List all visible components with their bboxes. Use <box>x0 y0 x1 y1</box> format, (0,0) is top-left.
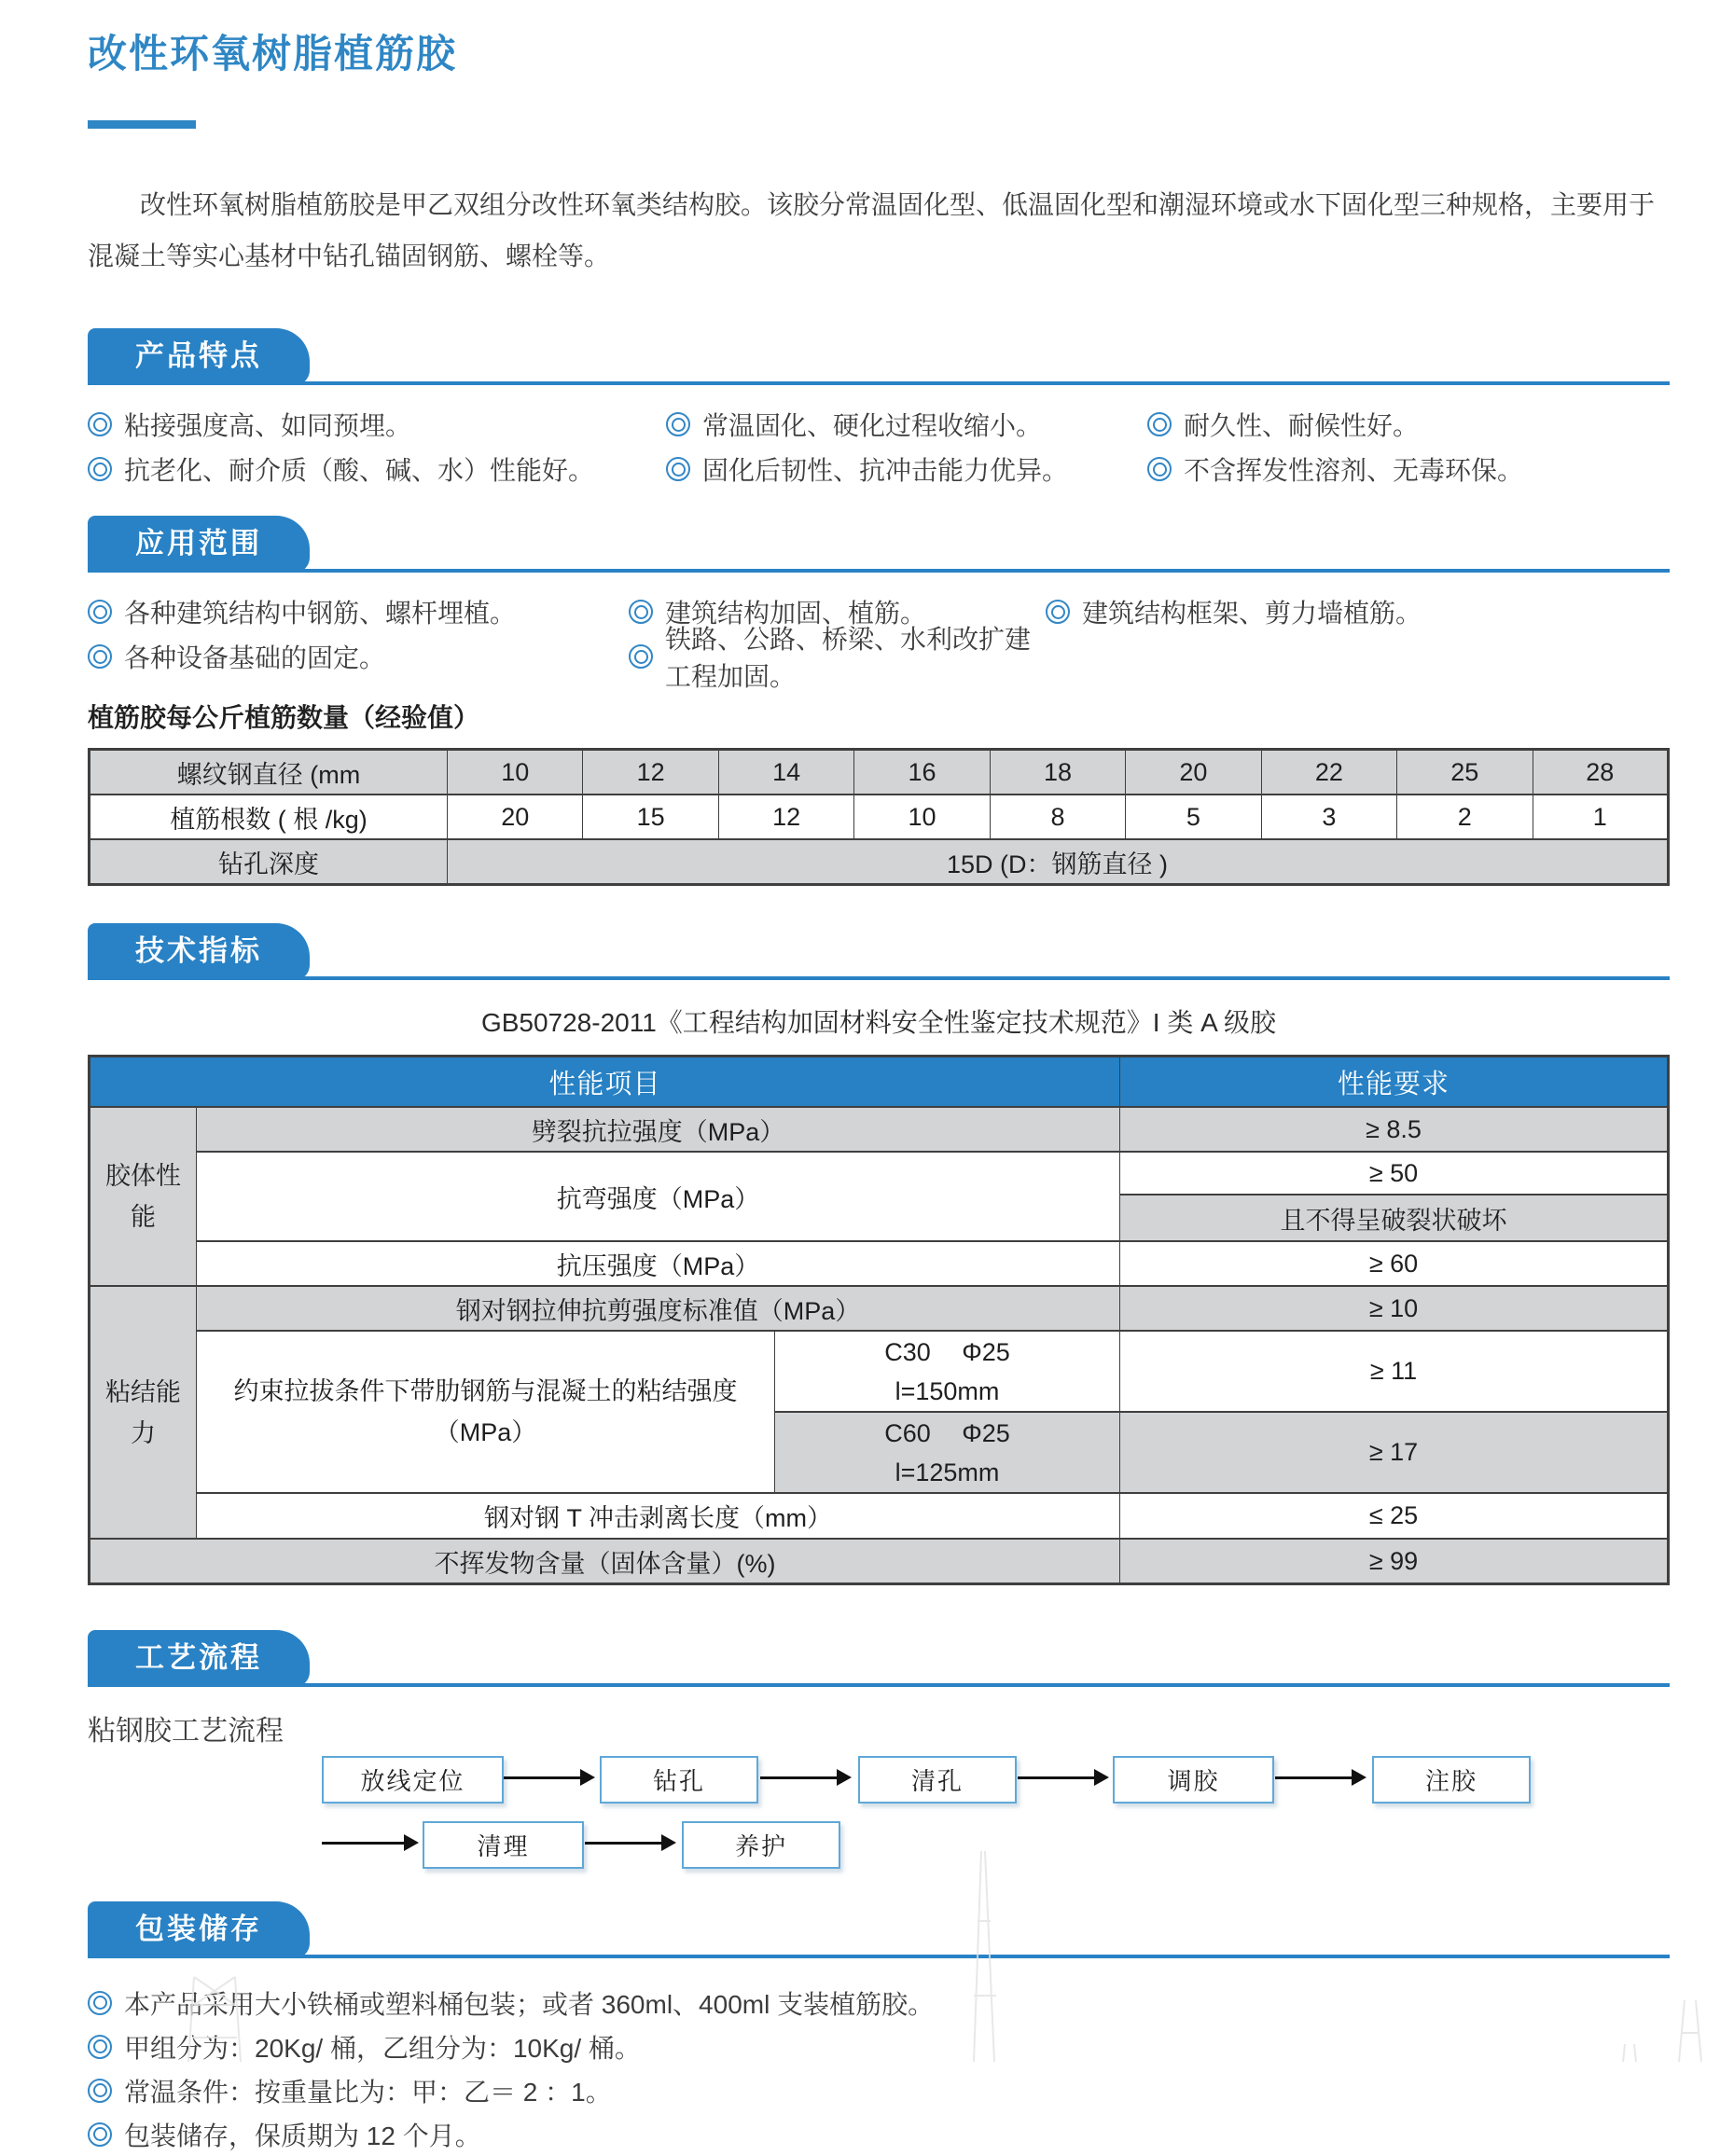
rebar-diameter: 28 <box>1533 750 1669 795</box>
application-item <box>88 589 629 634</box>
col-header-req: 性能要求 <box>1120 1057 1669 1108</box>
rebar-count: 2 <box>1397 795 1533 839</box>
table-row <box>90 1057 1669 1108</box>
packaging-text: 甲组分为：20Kg/ 桶，乙组分为：10Kg/ 桶。 <box>124 2033 641 2063</box>
application-text: 建筑结构框架、剪力墙植筋。 <box>1082 599 1422 628</box>
rebar-diameter: 16 <box>854 750 990 795</box>
flow-step-box: 清理 <box>423 1821 584 1869</box>
rebar-table-title: 植筋胶每公斤植筋数量（经验值） <box>88 703 480 732</box>
req-shear: ≥ 10 <box>1120 1286 1669 1331</box>
bond-c60-spec <box>775 1412 1120 1493</box>
packaging-item <box>88 2068 1670 2112</box>
bond-c30-length: l=150mm <box>895 1376 1000 1405</box>
flow-arrow-icon <box>760 1776 837 1779</box>
table-row <box>90 1241 1669 1286</box>
features-tab: 产品特点 <box>88 328 310 385</box>
table-row <box>90 1331 1669 1412</box>
bullet-icon <box>666 457 690 481</box>
flow-step-box: 调胶 <box>1113 1756 1274 1804</box>
rebar-count: 20 <box>448 795 583 839</box>
rebar-count-label: 植筋根数 ( 根 /kg) <box>90 795 448 839</box>
rebar-diameter: 20 <box>1126 750 1261 795</box>
title-underline-dash <box>88 120 196 129</box>
rebar-diameter: 22 <box>1261 750 1396 795</box>
req-bending-note: 且不得呈破裂状破坏 <box>1120 1195 1669 1241</box>
bullet-icon <box>1147 457 1172 481</box>
flow-step-box: 钻孔 <box>600 1756 758 1804</box>
rebar-count: 3 <box>1261 795 1396 839</box>
item-bond-strength: 约束拉拔条件下带肋钢筋与混凝土的粘结强度（MPa） <box>197 1331 775 1493</box>
rebar-count: 1 <box>1533 795 1669 839</box>
table-row <box>90 795 1669 839</box>
section-header-packaging <box>88 1901 1670 1958</box>
packaging-list <box>88 1981 1670 2156</box>
packaging-tab: 包装储存 <box>88 1901 310 1958</box>
rebar-count: 10 <box>854 795 990 839</box>
req-peel: ≤ 25 <box>1120 1493 1669 1539</box>
rebar-diameter: 12 <box>583 750 718 795</box>
feature-text: 抗老化、耐介质（酸、碱、水）性能好。 <box>124 456 595 485</box>
flow-arrow-icon <box>1275 1776 1352 1779</box>
bullet-icon <box>1147 412 1172 436</box>
packaging-item <box>88 1981 1670 2025</box>
feature-item <box>1147 447 1670 491</box>
bullet-icon <box>88 1991 112 2015</box>
group-label-bond: 粘结能力 <box>90 1286 197 1539</box>
bullet-icon <box>666 412 690 436</box>
flow-arrow-icon <box>322 1842 404 1845</box>
application-item <box>88 634 629 679</box>
rebar-count: 12 <box>718 795 853 839</box>
rebar-diameter-label: 螺纹钢直径 (mm <box>90 750 448 795</box>
feature-text: 粘接强度高、如同预埋。 <box>124 411 412 440</box>
packaging-item <box>88 2112 1670 2156</box>
table-row <box>90 839 1669 885</box>
feature-text: 常温固化、硬化过程收缩小。 <box>702 411 1043 440</box>
bullet-icon <box>88 457 112 481</box>
bullet-icon <box>88 412 112 436</box>
feature-text: 耐久性、耐候性好。 <box>1184 411 1420 440</box>
application-text: 铁路、公路、桥梁、水利改扩建工程加固。 <box>665 625 1032 691</box>
table-row <box>90 1286 1669 1331</box>
bullet-icon <box>88 2122 112 2147</box>
applications-tab: 应用范围 <box>88 516 310 573</box>
flow-arrow-icon <box>585 1842 661 1845</box>
process-subtitle: 粘钢胶工艺流程 <box>88 1716 284 1747</box>
rebar-count: 8 <box>990 795 1125 839</box>
item-shear: 钢对钢拉伸抗剪强度标准值（MPa） <box>197 1286 1120 1331</box>
flow-step-box: 清孔 <box>858 1756 1017 1804</box>
group-label-gel: 胶体性能 <box>90 1107 197 1286</box>
flow-arrow-icon <box>1018 1776 1094 1779</box>
table-row <box>90 1107 1669 1152</box>
bullet-icon <box>88 600 112 624</box>
rebar-diameter: 18 <box>990 750 1125 795</box>
rebar-diameter: 14 <box>718 750 853 795</box>
section-header-process <box>88 1630 1670 1687</box>
application-text: 建筑结构加固、植筋。 <box>665 599 927 628</box>
applications-list <box>88 589 1670 691</box>
item-compressive: 抗压强度（MPa） <box>197 1241 1120 1286</box>
rebar-count: 5 <box>1126 795 1261 839</box>
table-row <box>90 750 1669 795</box>
col-header-item: 性能项目 <box>90 1057 1120 1108</box>
rebar-quantity-table <box>88 748 1670 886</box>
flow-arrow-icon <box>504 1776 580 1779</box>
drill-depth-value: 15D (D：钢筋直径 ) <box>448 839 1669 885</box>
feature-item <box>88 447 666 491</box>
table-row <box>90 1152 1669 1195</box>
intro-paragraph: 改性环氧树脂植筋胶是甲乙双组分改性环氧类结构胶。该胶分常温固化型、低温固化型和潮湿环境或水下固化型三种规格，主要用于混凝土等实心基材中钻孔锚固钢筋、螺栓等。 <box>88 190 1656 270</box>
bullet-icon <box>629 644 653 669</box>
item-nonvolatile: 不挥发物含量（固体含量）(%) <box>90 1539 1120 1584</box>
bullet-icon <box>629 600 653 624</box>
rebar-diameter: 25 <box>1397 750 1533 795</box>
packaging-text: 本产品采用大小铁桶或塑料桶包装；或者 360ml、400ml 支装植筋胶。 <box>124 1989 935 2019</box>
tech-tab: 技术指标 <box>88 923 310 980</box>
section-header-tech <box>88 923 1670 980</box>
feature-text: 不含挥发性溶剂、无毒环保。 <box>1184 456 1524 485</box>
item-peel: 钢对钢 T 冲击剥离长度（mm） <box>197 1493 1120 1539</box>
features-list <box>88 402 1670 491</box>
feature-item <box>666 402 1147 447</box>
req-bond-c30: ≥ 11 <box>1120 1331 1669 1412</box>
rebar-diameter: 10 <box>448 750 583 795</box>
bond-c60-length: l=125mm <box>895 1458 1000 1486</box>
bullet-icon <box>1046 600 1070 624</box>
packaging-text: 包装储存，保质期为 12 个月。 <box>124 2121 481 2150</box>
standard-reference: GB50728-2011《工程结构加固材料安全性鉴定技术规范》I 类 A 级胶 <box>480 1008 1277 1037</box>
req-bending: ≥ 50 <box>1120 1152 1669 1195</box>
drill-depth-label: 钻孔深度 <box>90 839 448 885</box>
feature-text: 固化后韧性、抗冲击能力优异。 <box>702 456 1069 485</box>
tech-indicator-table <box>88 1055 1670 1585</box>
flow-step-box: 养护 <box>682 1821 840 1869</box>
packaging-text: 常温条件：按重量比为：甲：乙＝ 2 ：1。 <box>124 2077 612 2107</box>
feature-item <box>88 402 666 447</box>
bullet-icon <box>88 2035 112 2059</box>
application-text: 各种建筑结构中钢筋、螺杆埋植。 <box>124 599 517 628</box>
section-header-features <box>88 328 1670 385</box>
flow-step-box: 注胶 <box>1372 1756 1531 1804</box>
item-bending: 抗弯强度（MPa） <box>197 1152 1120 1241</box>
flow-step-box: 放线定位 <box>322 1756 504 1804</box>
req-bond-c60: ≥ 17 <box>1120 1412 1669 1493</box>
table-row <box>90 1493 1669 1539</box>
bond-c30-grade: C30 Φ25 <box>884 1337 1010 1366</box>
section-header-applications <box>88 516 1670 573</box>
bullet-icon <box>88 2079 112 2103</box>
process-flowchart <box>88 1756 1670 1875</box>
req-compressive: ≥ 60 <box>1120 1241 1669 1286</box>
bullet-icon <box>88 644 112 669</box>
rebar-count: 15 <box>583 795 718 839</box>
req-nonvolatile: ≥ 99 <box>1120 1539 1669 1584</box>
req-split-tensile: ≥ 8.5 <box>1120 1107 1669 1152</box>
page-content <box>88 0 1670 2156</box>
process-tab: 工艺流程 <box>88 1630 310 1687</box>
application-item <box>629 625 1046 691</box>
feature-item <box>1147 402 1670 447</box>
application-text: 各种设备基础的固定。 <box>124 643 386 672</box>
bond-c30-spec <box>775 1331 1120 1412</box>
feature-item <box>666 447 1147 491</box>
application-item <box>1046 589 1670 634</box>
item-split-tensile: 劈裂抗拉强度（MPa） <box>197 1107 1120 1152</box>
table-row <box>90 1539 1669 1584</box>
page-title: 改性环氧树脂植筋胶 <box>88 32 458 76</box>
bond-c60-grade: C60 Φ25 <box>884 1418 1010 1447</box>
